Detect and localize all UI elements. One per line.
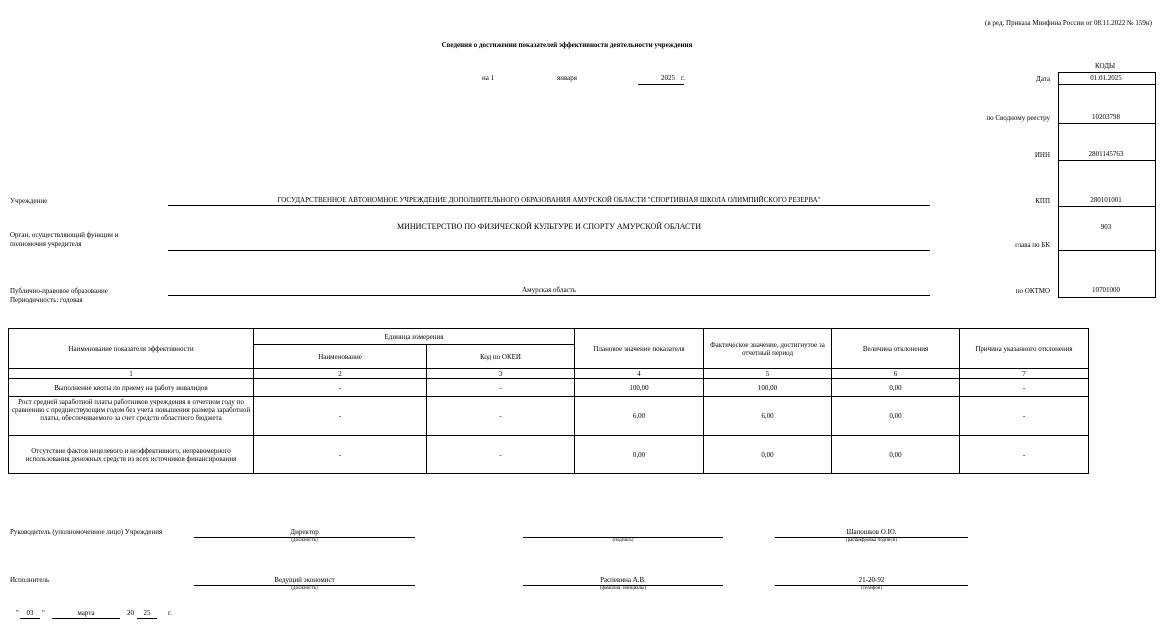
executor-name-caption: (фамилия, инициалы) xyxy=(599,586,647,591)
date-quote-close: " xyxy=(42,609,45,617)
code-label-registry: по Сводному реестру xyxy=(986,114,1050,122)
column-number: 5 xyxy=(704,369,832,379)
deviation-reason: - xyxy=(960,379,1089,397)
planned-value: 0,00 xyxy=(575,436,704,474)
date-suffix: г. xyxy=(681,74,685,82)
deviation-reason: - xyxy=(960,436,1089,474)
date-year-underline xyxy=(638,84,684,85)
indicator-name xyxy=(9,397,254,436)
code-label-oktmo: по ОКТМО xyxy=(1015,287,1050,295)
signed-century: 20 xyxy=(127,609,134,617)
indicator-name: Выполнение квоты по приему на работу инвалидов xyxy=(9,379,254,397)
periodicity: Периодичность: годовая xyxy=(10,296,83,304)
signed-month: марта xyxy=(77,609,95,617)
head-name: Шапошков О.Ю. xyxy=(846,528,897,536)
header-planned: Плановое значение показателя xyxy=(575,329,704,369)
institution-label: Учреждение xyxy=(10,197,48,205)
codes-header: КОДЫ xyxy=(1095,62,1116,70)
head-position: Директор xyxy=(290,528,319,536)
code-label-inn: ИНН xyxy=(1034,151,1050,159)
head-position-caption: (должность) xyxy=(291,538,318,543)
planned-value: 6,00 xyxy=(575,397,704,436)
efficiency-table xyxy=(8,328,1089,474)
executor-name: Распевина А.В. xyxy=(600,576,646,584)
column-number: 2 xyxy=(254,369,427,379)
date-month: января xyxy=(557,74,578,82)
code-value-kpp: 280101001 xyxy=(1090,196,1122,204)
header-indicator-name: Наименование показателя эффективности xyxy=(9,329,254,369)
public-entity-label: Публично-правовое образование xyxy=(10,287,108,295)
order-reference: (в ред. Приказа Минфина России от 08.11.2022 № 159н) xyxy=(985,19,1152,27)
signed-day: 03 xyxy=(26,609,34,617)
planned-value: 100,00 xyxy=(575,379,704,397)
public-entity-value: Амурская область xyxy=(522,286,576,294)
executor-label: Исполнитель xyxy=(10,576,50,584)
code-value-inn: 2801145763 xyxy=(1088,150,1124,158)
code-value-bk: 903 xyxy=(1100,223,1112,231)
unit-code: - xyxy=(427,436,575,474)
header-deviation: Величина отклонения xyxy=(832,329,960,369)
table-row xyxy=(9,379,1089,397)
header-unit-group: Единица измерения xyxy=(254,329,575,345)
code-label-bk: глава по БК xyxy=(1015,241,1050,249)
date-prefix: на 1 xyxy=(482,74,495,82)
header-reason: Причина указанного отклонения xyxy=(960,329,1089,369)
founder-value: МИНИСТЕРСТВО ПО ФИЗИЧЕСКОЙ КУЛЬТУРЕ И СПОРТУ АМУРСКОЙ ОБЛАСТИ xyxy=(396,222,702,231)
signed-year: 25 xyxy=(143,609,151,617)
head-label: Руководитель (уполномоченное лицо) Учреждения xyxy=(10,528,163,536)
head-signature-caption: (подпись) xyxy=(612,538,634,543)
column-number: 1 xyxy=(9,369,254,379)
deviation-value: 0,00 xyxy=(832,397,960,436)
executor-position-caption: (должность) xyxy=(291,586,318,591)
actual-value: 0,00 xyxy=(704,436,832,474)
unit-name: - xyxy=(254,379,427,397)
unit-code: - xyxy=(427,397,575,436)
date-year: 2025 xyxy=(661,74,675,82)
header-unit-name: Наименование xyxy=(254,345,427,369)
deviation-value: 0,00 xyxy=(832,436,960,474)
unit-name: - xyxy=(254,397,427,436)
indicator-name: Отсутствие фактов нецелевого и неэффективного, неправомерного использования денежных средств из всех источников финансирования xyxy=(9,436,254,474)
table-row xyxy=(9,436,1089,474)
actual-value: 6,00 xyxy=(704,397,832,436)
signed-suffix: г. xyxy=(168,609,172,617)
header-actual: Фактическое значение, достигнутое за отчетный период xyxy=(704,329,832,369)
actual-value: 100,00 xyxy=(704,379,832,397)
page-title: Сведения о достижении показателей эффективности деятельности учреждения xyxy=(441,41,693,49)
header-unit-code: Код по ОКЕИ xyxy=(427,345,575,369)
column-number: 3 xyxy=(427,369,575,379)
code-value-registry: 10203798 xyxy=(1092,113,1120,121)
table-row xyxy=(9,397,1089,436)
code-label-kpp: КПП xyxy=(1035,197,1050,205)
head-name-caption: (расшифровка подписи) xyxy=(845,538,898,543)
code-value-oktmo: 10701000 xyxy=(1092,286,1120,294)
codes-box xyxy=(1058,72,1156,298)
indicator-name-text: Рост средней заработной платы работников учреждения в отчетном году по сравнению с предшествующим годом без учета повышения размера заработной платы, обеспечиваемого за счет средств областного бюджета xyxy=(11,397,251,422)
code-label-date: Дата xyxy=(1036,75,1050,83)
unit-code: - xyxy=(427,379,575,397)
deviation-reason: - xyxy=(960,397,1089,436)
date-quote-open: " xyxy=(16,609,19,617)
column-number: 6 xyxy=(832,369,960,379)
column-number: 7 xyxy=(960,369,1089,379)
unit-name: - xyxy=(254,436,427,474)
executor-phone-caption: (телефон) xyxy=(861,586,882,591)
column-number: 4 xyxy=(575,369,704,379)
founder-label: Орган, осуществляющий функции и полномочия учредителя xyxy=(10,231,119,248)
code-value-date: 01.01.2025 xyxy=(1090,74,1122,82)
institution-value: ГОСУДАРСТВЕННОЕ АВТОНОМНОЕ УЧРЕЖДЕНИЕ ДОПОЛНИТЕЛЬНОГО ОБРАЗОВАНИЯ АМУРСКОЙ ОБЛАСТИ "СПОРТИВНАЯ ШКОЛА ОЛИМПИЙСКОГО РЕЗЕРВА" xyxy=(277,196,821,204)
deviation-value: 0,00 xyxy=(832,379,960,397)
executor-position: Ведущий экономист xyxy=(274,576,335,584)
executor-phone: 21-20-92 xyxy=(858,576,885,584)
